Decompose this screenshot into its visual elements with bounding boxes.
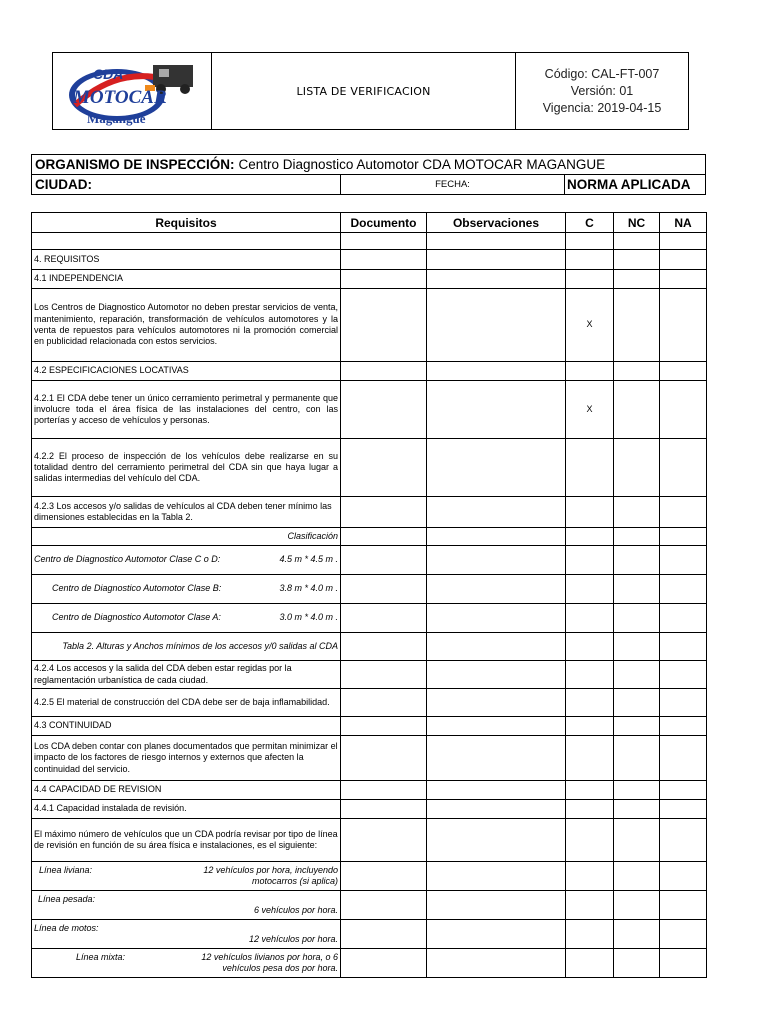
table-row [32, 717, 707, 736]
clase-value: 3.8 m * 4.0 m . [279, 583, 338, 594]
table-row [32, 920, 707, 949]
table-header-row [32, 213, 707, 233]
linea-label: Línea mixta: [76, 951, 126, 962]
row-text: 4.4.1 Capacidad instalada de revisión. [32, 800, 341, 819]
col-documento: Documento [341, 213, 427, 233]
table-row [32, 270, 707, 289]
table-row [32, 819, 707, 862]
document-title: LISTA DE VERIFICACION [296, 84, 431, 98]
clase-value: 3.0 m * 4.0 m . [279, 612, 338, 623]
table-row [32, 661, 707, 689]
table-row [32, 362, 707, 381]
cda-motocar-logo [65, 57, 199, 127]
version: Versión: 01 [570, 83, 634, 98]
linea-value: 6 vehículos por hora. [253, 905, 338, 915]
linea-label: Línea liviana: [39, 864, 93, 875]
row-text: 4.2.2 El proceso de inspección de los vehículos debe realizarse en su totalidad dentro del cerramiento perimetral del CDA sin que haya lugar a salidas intermedias del vehículo del CDA. [32, 439, 341, 497]
requisitos-table [31, 212, 707, 978]
row-text: 4.2.1 El CDA debe tener un único cerramiento perimetral y permanente que involucre toda el área física de las instalaciones del centro, con las porterías y acceso de vehículos y personas. [32, 381, 341, 439]
row-text: 4.1 INDEPENDENCIA [32, 270, 341, 289]
col-requisitos: Requisitos [32, 213, 341, 233]
vigencia: Vigencia: 2019-04-15 [542, 100, 662, 115]
organismo-value: Centro Diagnostico Automotor CDA MOTOCAR MAGANGUE [238, 157, 606, 172]
clase-a-cell [32, 604, 341, 633]
clase-value: 4.5 m * 4.5 m . [279, 554, 338, 565]
row-text: 4.2.3 Los accesos y/o salidas de vehículos al CDA deben tener mínimo las dimensiones establecidas en la Tabla 2. [32, 497, 341, 528]
row-text: 4. REQUISITOS [32, 250, 341, 270]
linea-motos-cell [32, 920, 341, 949]
codigo: Código: CAL-FT-007 [544, 66, 660, 81]
row-text: 4.2.4 Los accesos y la salida del CDA deben estar regidas por la reglamentación urbanística de cada ciudad. [32, 661, 341, 689]
norma-label: NORMA APLICADA [564, 175, 705, 194]
c-mark: X [566, 289, 614, 362]
table-row [32, 689, 707, 717]
row-text: Clasificación [32, 528, 341, 546]
linea-value: 12 vehículos livianos por hora, o 6 vehículos pesa dos por hora. [201, 951, 338, 973]
table-row [32, 439, 707, 497]
row-text: El máximo número de vehículos que un CDA podría revisar por tipo de línea de revisión en función de su área física e instalaciones, es el siguiente: [32, 819, 341, 862]
table-row [32, 381, 707, 439]
row-text: Tabla 2. Alturas y Anchos mínimos de los accesos y/0 salidas al CDA [32, 633, 341, 661]
col-observaciones: Observaciones [427, 213, 566, 233]
logo-cell [53, 53, 212, 129]
clase-label: Centro de Diagnostico Automotor Clase A: [52, 612, 221, 623]
organismo-row [32, 155, 705, 174]
ciudad-label: CIUDAD: [35, 177, 92, 192]
table-row [32, 862, 707, 891]
table-row [32, 546, 707, 575]
linea-liviana-cell [32, 862, 341, 891]
table-row [32, 949, 707, 978]
col-c: C [566, 213, 614, 233]
clase-b-cell [32, 575, 341, 604]
clase-label: Centro de Diagnostico Automotor Clase C o D: [34, 554, 221, 565]
table-row [32, 736, 707, 781]
col-na: NA [660, 213, 707, 233]
linea-mixta-cell [32, 949, 341, 978]
row-text: Los Centros de Diagnostico Automotor no deben prestar servicios de venta, mantenimiento, reparación, transformación de vehículos automotores y la venta de repuestos para vehículos automotores ni la promoción comercial en publicidad relacionada con estos servicios. [32, 289, 341, 362]
col-nc: NC [614, 213, 660, 233]
row-text: 4.2 ESPECIFICACIONES LOCATIVAS [32, 362, 341, 381]
svg-text:Magangué: Magangué [87, 111, 146, 126]
svg-text:CDA: CDA [93, 66, 124, 82]
c-mark: X [566, 381, 614, 439]
table-row [32, 233, 707, 250]
table-row [32, 575, 707, 604]
table-row [32, 604, 707, 633]
document-meta [515, 53, 688, 129]
linea-value: 12 vehículos por hora. [248, 934, 338, 944]
linea-pesada-cell [32, 891, 341, 920]
table-row [32, 289, 707, 362]
table-row [32, 633, 707, 661]
linea-label: Línea de motos: [34, 922, 99, 933]
linea-label: Línea pesada: [38, 893, 96, 904]
ciudad-row [32, 174, 705, 194]
row-text: Los CDA deben contar con planes documentados que permitan minimizar el impacto de los factores de riesgo internos y externos que afecten la continuidad del servicio. [32, 736, 341, 781]
table-row [32, 891, 707, 920]
svg-text:MOTOCAR: MOTOCAR [73, 87, 167, 108]
row-text: 4.3 CONTINUIDAD [32, 717, 341, 736]
organismo-box [31, 154, 706, 195]
clase-label: Centro de Diagnostico Automotor Clase B: [52, 583, 222, 594]
linea-value: 12 vehículos por hora, incluyendo motocarros (si aplica) [203, 864, 338, 886]
table-row [32, 497, 707, 528]
document-header [52, 52, 689, 130]
table-row [32, 528, 707, 546]
row-text: 4.2.5 El material de construcción del CDA debe ser de baja inflamabilidad. [32, 689, 341, 717]
organismo-label: ORGANISMO DE INSPECCIÓN: [35, 157, 235, 172]
fecha-label: FECHA: [340, 175, 564, 194]
table-row [32, 250, 707, 270]
table-row [32, 781, 707, 800]
table-row [32, 800, 707, 819]
clase-cd-cell [32, 546, 341, 575]
row-text: 4.4 CAPACIDAD DE REVISION [32, 781, 341, 800]
